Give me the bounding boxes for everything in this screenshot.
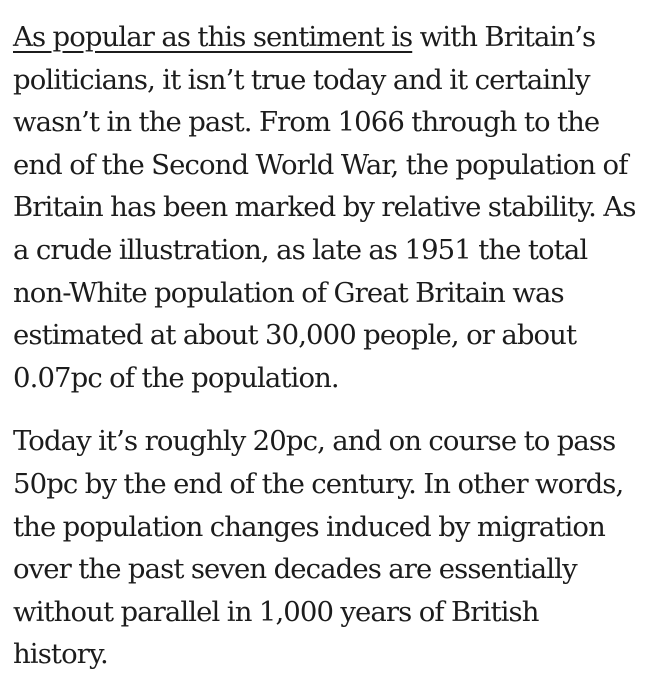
paragraph-1-text: with Britain’s politicians, it isn’t true today and it certainly wasn’t in the past. From 1066 through to the end of the Second World War, the population of Britain has been marked by relative stability. As a crude illustration, as late as 1951 the total non-White population of Great Britain was estimated at about 30,000 people, or about 0.07pc of the population. [13,21,636,394]
sentiment-link[interactable]: As popular as this sentiment is [13,21,413,53]
paragraph-2: Today it’s roughly 20pc, and on course to pass 50pc by the end of the century. In other words, the population changes induced by migration over the past seven decades are essentially without parallel in 1,000 years of British history. [13,425,624,671]
paragraph-1 [13,16,636,399]
